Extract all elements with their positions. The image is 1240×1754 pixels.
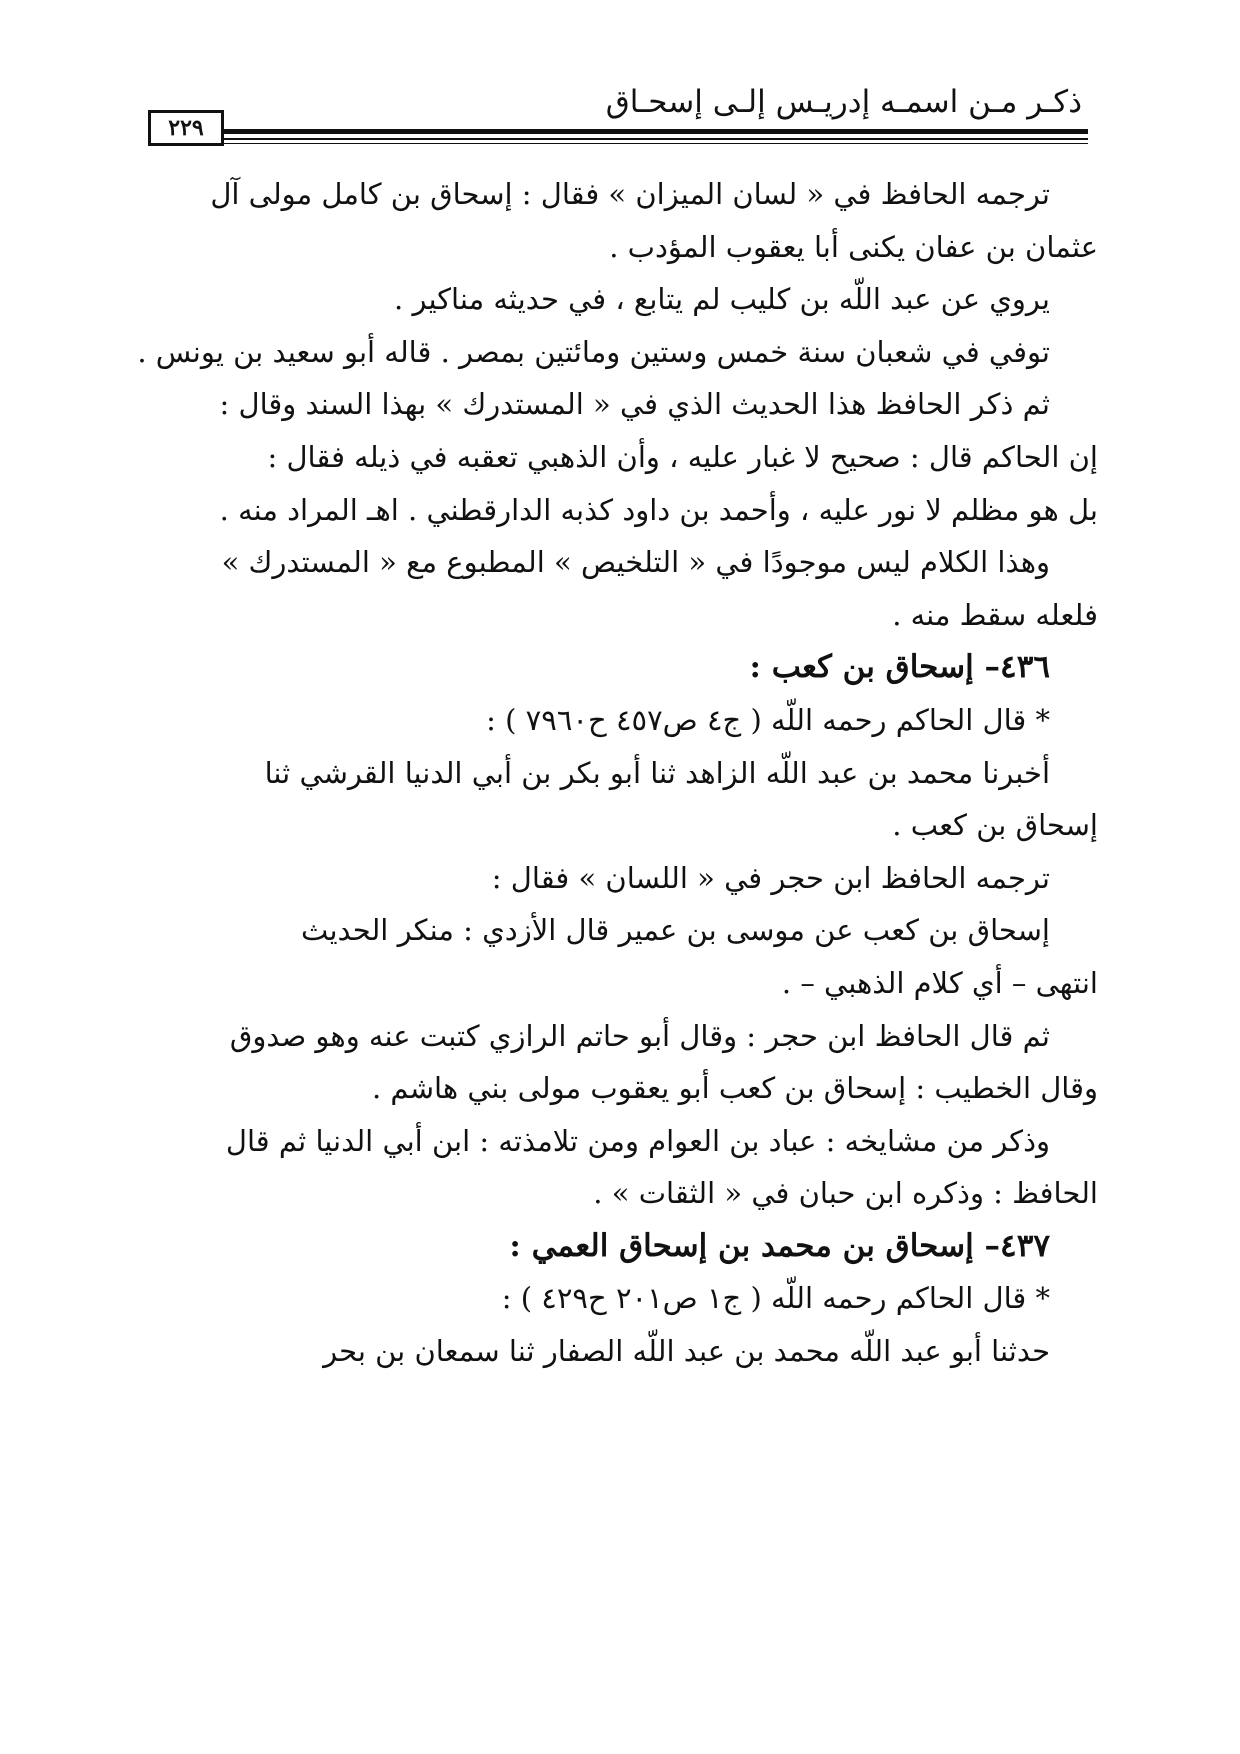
text-line: يروي عن عبد اللّه بن كليب لم يتابع ، في حديثه مناكير .	[394, 282, 1050, 317]
text-line: ثم قال الحافظ ابن حجر : وقال أبو حاتم الرازي كتبت عنه وهو صدوق	[229, 1018, 1050, 1053]
text-line: فلعله سقط منه .	[892, 597, 1098, 632]
body-text	[122, 168, 1098, 1378]
running-header-title: ذكـر مـن اسمـه إدريـس إلـى إسحـاق	[605, 84, 1082, 120]
text-line: وقال الخطيب : إسحاق بن كعب أبو يعقوب مولى بني هاشم .	[372, 1071, 1098, 1106]
text-line: أخبرنا محمد بن عبد اللّه الزاهد ثنا أبو بكر بن أبي الدنيا القرشي ثنا	[264, 755, 1050, 790]
text-line: الحافظ : وذكره ابن حبان في « الثقات » .	[593, 1176, 1098, 1211]
header-rule-thin	[224, 138, 1088, 140]
text-line: * قال الحاكم رحمه اللّه ( ج٤ ص٤٥٧ ح٧٩٦٠ ) :	[486, 702, 1050, 737]
header-rule-thick	[224, 129, 1088, 134]
text-line: حدثنا أبو عبد اللّه محمد بن عبد اللّه الصفار ثنا سمعان بن بحر	[323, 1334, 1050, 1369]
header-rule-hairline	[224, 143, 1088, 144]
text-line: ترجمه الحافظ في « لسان الميزان » فقال : إسحاق بن كامل مولى آل	[210, 177, 1050, 211]
text-line: بل هو مظلم لا نور عليه ، وأحمد بن داود كذبه الدارقطني . اهـ المراد منه .	[219, 492, 1098, 527]
entry-heading: ٤٣٦– إسحاق بن كعب :	[749, 649, 1050, 686]
text-line: وهذا الكلام ليس موجودًا في « التلخيص » المطبوع مع « المستدرك »	[221, 545, 1050, 580]
page-number-box	[148, 110, 224, 146]
text-line: توفي في شعبان سنة خمس وستين ومائتين بمصر . قاله أبو سعيد بن يونس .	[137, 334, 1050, 369]
page-number: ٢٢٩	[168, 115, 204, 141]
text-line: ثم ذكر الحافظ هذا الحديث الذي في « المستدرك » بهذا السند وقال :	[219, 387, 1050, 422]
text-line: عثمان بن عفان يكنى أبا يعقوب المؤدب .	[609, 229, 1098, 264]
text-line: ترجمه الحافظ ابن حجر في « اللسان » فقال :	[491, 860, 1050, 895]
text-line: إسحاق بن كعب عن موسى بن عمير قال الأزدي : منكر الحديث	[300, 913, 1050, 948]
text-line: * قال الحاكم رحمه اللّه ( ج١ ص٢٠١ ح٤٢٩ ) :	[501, 1281, 1050, 1316]
text-line: وذكر من مشايخه : عباد بن العوام ومن تلامذته : ابن أبي الدنيا ثم قال	[225, 1123, 1050, 1158]
text-line: إسحاق بن كعب .	[892, 808, 1098, 843]
text-line: انتهى – أي كلام الذهبي – .	[781, 965, 1098, 1000]
text-line: إن الحاكم قال : صحيح لا غبار عليه ، وأن الذهبي تعقبه في ذيله فقال :	[267, 439, 1098, 474]
entry-heading: ٤٣٧– إسحاق بن محمد بن إسحاق العمي :	[509, 1227, 1050, 1264]
